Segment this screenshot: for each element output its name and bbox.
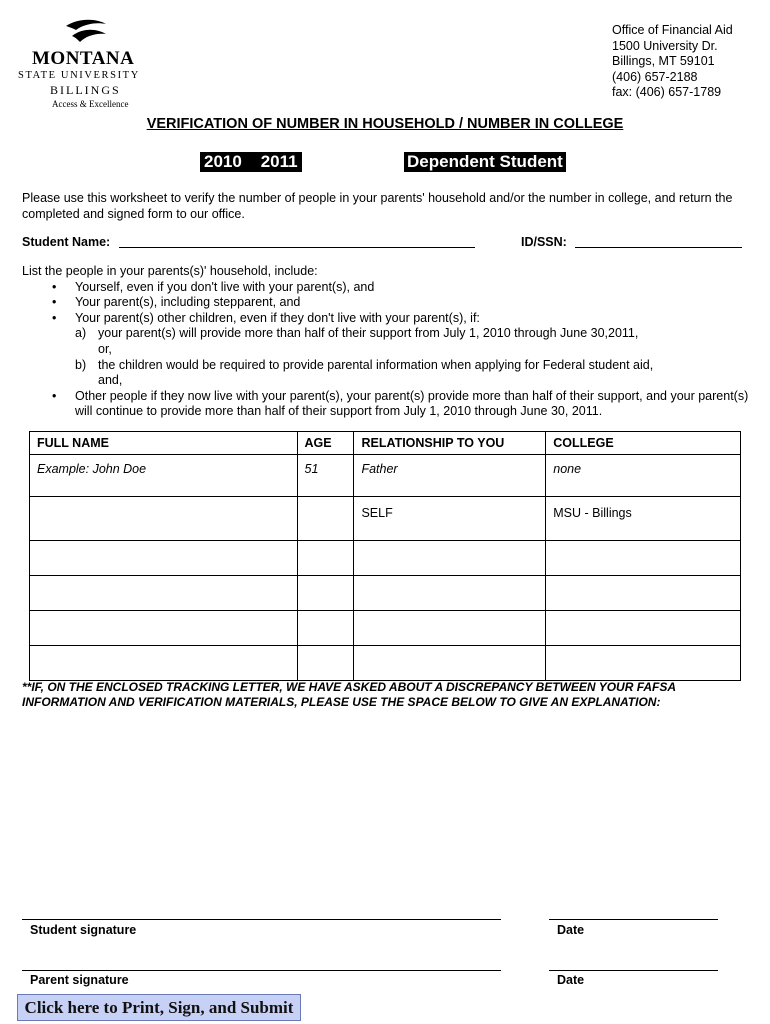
sub-item-text: the children would be required to provide parental information when applying for Federal student aid,	[98, 357, 654, 372]
office-fax: fax: (406) 657-1789	[612, 85, 722, 99]
parent-date-line[interactable]	[549, 970, 718, 971]
cell-full-name: Example: John Doe	[30, 455, 298, 497]
cell-relationship[interactable]	[354, 576, 546, 611]
office-city: Billings, MT 59101	[612, 54, 715, 68]
cell-relationship: Father	[354, 455, 546, 497]
parent-signature-line[interactable]	[22, 970, 501, 971]
table-row-example	[30, 455, 741, 497]
sub-item-text: your parent(s) will provide more than half of their support from July 1, 2010 through June 30,2011,	[98, 326, 639, 341]
parent-date-label: Date	[557, 973, 585, 987]
list-item: • Other people if they now live with your parent(s), your parent(s) provide more than half of their support, and your parent(s) will continue to provide more than half of their support from July 1, 2010 through June 30, 2011.	[22, 389, 757, 420]
cell-college[interactable]	[546, 576, 741, 611]
cell-college[interactable]	[546, 611, 741, 646]
cell-college: MSU - Billings	[546, 497, 741, 541]
logo-text-montana: MONTANA	[32, 48, 135, 69]
header-relationship: RELATIONSHIP TO YOU	[354, 432, 546, 455]
cell-full-name[interactable]	[30, 611, 298, 646]
discrepancy-note: **IF, ON THE ENCLOSED TRACKING LETTER, WE HAVE ASKED ABOUT A DISCREPANCY BETWEEN YOUR FAFSA INFORMATION AND VERIFICATION MATERIALS, PLEASE USE THE SPACE BELOW TO GIVE AN EXPLANATION:	[22, 680, 676, 709]
sub-item-letter: b)	[75, 357, 87, 372]
cell-full-name[interactable]	[30, 541, 298, 576]
cell-relationship[interactable]	[354, 646, 546, 681]
cell-age[interactable]	[297, 497, 354, 541]
sub-item-a	[22, 326, 757, 357]
student-name-field[interactable]	[119, 247, 475, 248]
intro-text: Please use this worksheet to verify the number of people in your parents' household and/or the number in college, and return the completed and signed form to our office.	[22, 191, 733, 221]
student-date-line[interactable]	[549, 919, 718, 920]
award-years-badge: 2010 2011	[200, 152, 302, 172]
cell-full-name[interactable]	[30, 497, 298, 541]
cell-college[interactable]	[546, 541, 741, 576]
household-table	[29, 431, 741, 681]
office-address	[612, 23, 733, 101]
list-item: • Yourself, even if you don't live with your parent(s), and	[22, 280, 757, 296]
table-row-self	[30, 497, 741, 541]
office-street: 1500 University Dr.	[612, 38, 718, 53]
table-row	[30, 646, 741, 681]
student-signature-label: Student signature	[30, 923, 137, 937]
household-instructions	[22, 264, 757, 420]
table-row	[30, 576, 741, 611]
list-item: • Your parent(s) other children, even if they don't live with your parent(s), if:	[22, 311, 757, 327]
id-ssn-label: ID/SSN:	[521, 235, 567, 249]
cell-full-name[interactable]	[30, 646, 298, 681]
logo-text-state-university: STATE UNIVERSITY	[18, 70, 140, 81]
university-logo	[18, 18, 168, 110]
student-name-label: Student Name:	[22, 235, 111, 249]
logo-tagline: Access & Excellence	[52, 99, 129, 109]
cell-college[interactable]	[546, 646, 741, 681]
form-title: VERIFICATION OF NUMBER IN HOUSEHOLD / NUMBER IN COLLEGE	[146, 116, 624, 132]
student-type-badge: Dependent Student	[404, 152, 566, 172]
sub-item-connector: and,	[98, 373, 123, 388]
logo-mark-icon	[62, 18, 108, 48]
cell-age[interactable]	[297, 646, 354, 681]
header-age: AGE	[297, 432, 354, 455]
cell-relationship[interactable]	[354, 611, 546, 646]
student-date-label: Date	[557, 923, 585, 937]
student-signature-line[interactable]	[22, 919, 501, 920]
print-sign-submit-button[interactable]: Click here to Print, Sign, and Submit	[17, 994, 301, 1021]
id-ssn-field[interactable]	[575, 247, 742, 248]
cell-college: none	[546, 455, 741, 497]
cell-age: 51	[297, 455, 354, 497]
sub-item-connector: or,	[98, 341, 112, 356]
sub-item-letter: a)	[75, 326, 87, 341]
explanation-area[interactable]	[22, 715, 747, 910]
header-full-name: FULL NAME	[30, 432, 298, 455]
cell-relationship[interactable]	[354, 541, 546, 576]
table-row	[30, 541, 741, 576]
list-lead: List the people in your parents(s)' household, include:	[22, 264, 318, 278]
table-header-row	[30, 432, 741, 455]
cell-age[interactable]	[297, 541, 354, 576]
table-row	[30, 611, 741, 646]
cell-full-name[interactable]	[30, 576, 298, 611]
cell-age[interactable]	[297, 611, 354, 646]
cell-age[interactable]	[297, 576, 354, 611]
header-college: COLLEGE	[546, 432, 741, 455]
office-phone: (406) 657-2188	[612, 69, 698, 84]
sub-item-b	[22, 358, 757, 389]
list-item: • Your parent(s), including stepparent, and	[22, 295, 757, 311]
cell-relationship: SELF	[354, 497, 546, 541]
logo-text-billings: BILLINGS	[50, 83, 121, 97]
office-name: Office of Financial Aid	[612, 23, 733, 37]
parent-signature-label: Parent signature	[30, 973, 129, 987]
